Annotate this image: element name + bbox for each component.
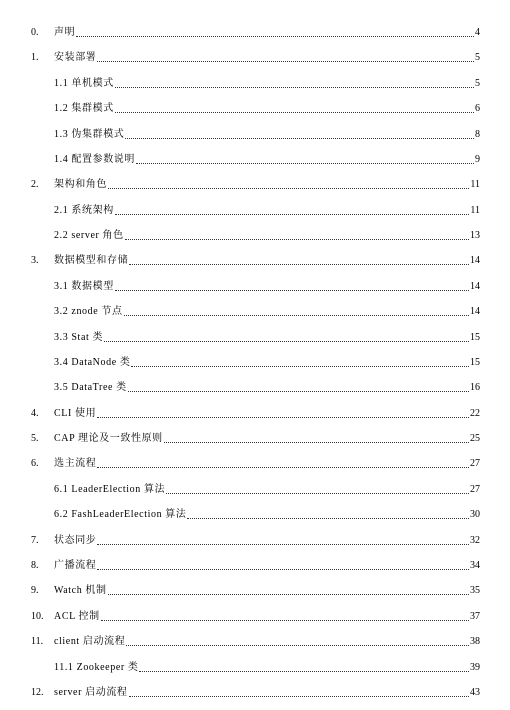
toc-entry-line [54, 634, 480, 650]
toc-entry-number: 0. [31, 27, 39, 38]
toc-entry-line [54, 152, 480, 168]
dot-leader [97, 417, 469, 418]
toc-entry-line [54, 507, 480, 523]
toc-entry-page-number: 11 [470, 179, 480, 191]
toc-entry-line [54, 431, 480, 447]
toc-entry[interactable] [0, 152, 510, 168]
toc-entry-page-number: 14 [470, 255, 480, 267]
toc-entry-title: 1.2 集群模式 [54, 103, 114, 115]
toc-entry-title: client 启动流程 [54, 636, 126, 648]
toc-entry-page-number: 35 [470, 585, 480, 597]
toc-entry-line [54, 203, 480, 219]
toc-entry-title: 数据模型和存储 [54, 255, 129, 267]
toc-entry[interactable] [0, 634, 510, 650]
dot-leader [97, 467, 469, 468]
toc-entry[interactable] [0, 685, 510, 701]
dot-leader [115, 87, 474, 88]
dot-leader [97, 569, 469, 570]
toc-entry-line [54, 101, 480, 117]
toc-entry-line [54, 583, 480, 599]
toc-entry[interactable] [0, 583, 510, 599]
toc-entry-line [54, 127, 480, 143]
toc-entry-page-number: 39 [470, 661, 480, 673]
toc-entry-title: 3.4 DataNode 类 [54, 356, 131, 368]
toc-entry[interactable] [0, 507, 510, 523]
toc-entry-title: Watch 机制 [54, 585, 107, 597]
toc-entry[interactable] [0, 279, 510, 295]
toc-entry-line [54, 609, 480, 625]
toc-entry-number: 9. [31, 585, 39, 597]
toc-entry-title: 6.1 LeaderElection 算法 [54, 483, 166, 495]
toc-entry-page-number: 9 [475, 153, 480, 165]
dot-leader [76, 36, 474, 37]
toc-entry[interactable] [0, 304, 510, 320]
toc-entry[interactable] [0, 76, 510, 92]
toc-entry-page-number: 5 [475, 77, 480, 89]
toc-entry[interactable] [0, 456, 510, 472]
toc-entry-page-number: 13 [470, 230, 480, 242]
dot-leader [115, 112, 474, 113]
toc-entry-page-number: 38 [470, 636, 480, 648]
toc-entry-page-number: 5 [475, 52, 480, 64]
toc-entry-line [54, 253, 480, 269]
toc-entry-page-number: 30 [470, 509, 480, 521]
toc-entry-title: 1.3 伪集群模式 [54, 128, 125, 140]
toc-entry-number: 5. [31, 433, 39, 445]
toc-entry-line [54, 228, 480, 244]
toc-entry-page-number: 15 [470, 356, 480, 368]
toc-entry-title: 架构和角色 [54, 179, 107, 191]
toc-entry-number: 2. [31, 179, 39, 191]
toc-entry-title: 安装部署 [54, 52, 97, 64]
toc-entry-line [54, 304, 480, 320]
toc-entry-page-number: 8 [475, 128, 480, 140]
toc-entry-line [54, 685, 480, 701]
toc-entry-line [54, 533, 480, 549]
toc-entry[interactable] [0, 127, 510, 143]
toc-entry-line [54, 660, 480, 676]
toc-entry[interactable] [0, 355, 510, 371]
toc-entry-title: 6.2 FashLeaderElection 算法 [54, 509, 187, 521]
toc-entry-title: 3.1 数据模型 [54, 280, 114, 292]
toc-entry-line [54, 380, 480, 396]
toc-entry-title: 2.1 系统架构 [54, 204, 114, 216]
toc-entry-number: 12. [31, 686, 44, 698]
toc-entry-page-number: 25 [470, 433, 480, 445]
dot-leader [136, 163, 474, 164]
toc-entry-page-number: 4 [475, 27, 480, 38]
dot-leader [124, 315, 469, 316]
dot-leader [128, 391, 469, 392]
dot-leader [166, 493, 469, 494]
toc-entry-number: 4. [31, 407, 39, 419]
toc-entry-number: 3. [31, 255, 39, 267]
dot-leader [97, 544, 469, 545]
toc-entry-line [54, 355, 480, 371]
toc-entry[interactable] [0, 25, 510, 41]
dot-leader [129, 264, 469, 265]
toc-entry-number: 7. [31, 534, 39, 546]
toc-entry-page-number: 22 [470, 407, 480, 419]
toc-entry[interactable] [0, 50, 510, 66]
toc-entry[interactable] [0, 431, 510, 447]
toc-entry-line [54, 279, 480, 295]
dot-leader [97, 61, 474, 62]
toc-entry-line [54, 406, 480, 422]
toc-entry[interactable] [0, 660, 510, 676]
dot-leader [164, 442, 469, 443]
toc-entry-page-number: 15 [470, 331, 480, 343]
dot-leader [108, 594, 469, 595]
toc-entry-title: 11.1 Zookeeper 类 [54, 661, 139, 673]
toc-entry-title: 声明 [54, 27, 76, 38]
toc-entry-line [54, 76, 480, 92]
toc-entry[interactable] [0, 609, 510, 625]
toc-entry[interactable] [0, 228, 510, 244]
toc-entry[interactable] [0, 380, 510, 396]
toc-entry[interactable] [0, 203, 510, 219]
toc-entry[interactable] [0, 558, 510, 574]
dot-leader [187, 518, 469, 519]
toc-entry-line [54, 330, 480, 346]
toc-entry[interactable] [0, 330, 510, 346]
toc-entry-title: 1.4 配置参数说明 [54, 153, 135, 165]
dot-leader [108, 188, 469, 189]
dot-leader [131, 366, 469, 367]
toc-entry[interactable] [0, 101, 510, 117]
toc-entry-page-number: 43 [470, 686, 480, 698]
toc-entry-number: 1. [31, 52, 39, 64]
toc-entry-page-number: 16 [470, 382, 480, 394]
toc-entry-page-number: 34 [470, 559, 480, 571]
toc-entry-line [54, 25, 480, 41]
toc-entry-page-number: 6 [475, 103, 480, 115]
dot-leader [101, 620, 469, 621]
toc-entry-title: 3.3 Stat 类 [54, 331, 104, 343]
toc-entry-title: CLI 使用 [54, 407, 97, 419]
toc-entry-title: 3.5 DataTree 类 [54, 382, 127, 394]
toc-entry-title: 广播流程 [54, 559, 97, 571]
dot-leader [129, 696, 469, 697]
toc-entry[interactable] [0, 177, 510, 193]
toc-entry-title: 状态同步 [54, 534, 97, 546]
toc-entry-page-number: 14 [470, 306, 480, 318]
toc-entry-page-number: 27 [470, 458, 480, 470]
dot-leader [126, 645, 469, 646]
dot-leader [115, 214, 470, 215]
dot-leader [115, 290, 469, 291]
toc-entry[interactable] [0, 482, 510, 498]
toc-entry[interactable] [0, 406, 510, 422]
toc-entry-title: ACL 控制 [54, 610, 100, 622]
toc-entry-number: 10. [31, 610, 44, 622]
toc-entry-title: server 启动流程 [54, 686, 128, 698]
dot-leader [125, 138, 474, 139]
dot-leader [125, 239, 469, 240]
toc-entry-title: 1.1 单机模式 [54, 77, 114, 89]
toc-entry-line [54, 456, 480, 472]
toc-entry-line [54, 482, 480, 498]
toc-entry-page-number: 37 [470, 610, 480, 622]
toc-entry-page-number: 11 [470, 204, 480, 216]
toc-entry-line [54, 558, 480, 574]
toc-entry[interactable] [0, 253, 510, 269]
toc-entry-number: 6. [31, 458, 39, 470]
toc-entry-title: 3.2 znode 节点 [54, 306, 123, 318]
toc-entry-number: 8. [31, 559, 39, 571]
toc-entry-title: CAP 理论及一致性原则 [54, 433, 163, 445]
dot-leader [139, 671, 469, 672]
toc-entry-page-number: 27 [470, 483, 480, 495]
toc-entry-page-number: 32 [470, 534, 480, 546]
toc-entry-page-number: 14 [470, 280, 480, 292]
toc-entry-title: 2.2 server 角色 [54, 230, 124, 242]
toc-entry-line [54, 177, 480, 193]
toc-entry[interactable] [0, 533, 510, 549]
toc-entry-line [54, 50, 480, 66]
toc-entry-number: 11. [31, 636, 44, 648]
toc-entry-title: 选主流程 [54, 458, 97, 470]
dot-leader [104, 341, 469, 342]
